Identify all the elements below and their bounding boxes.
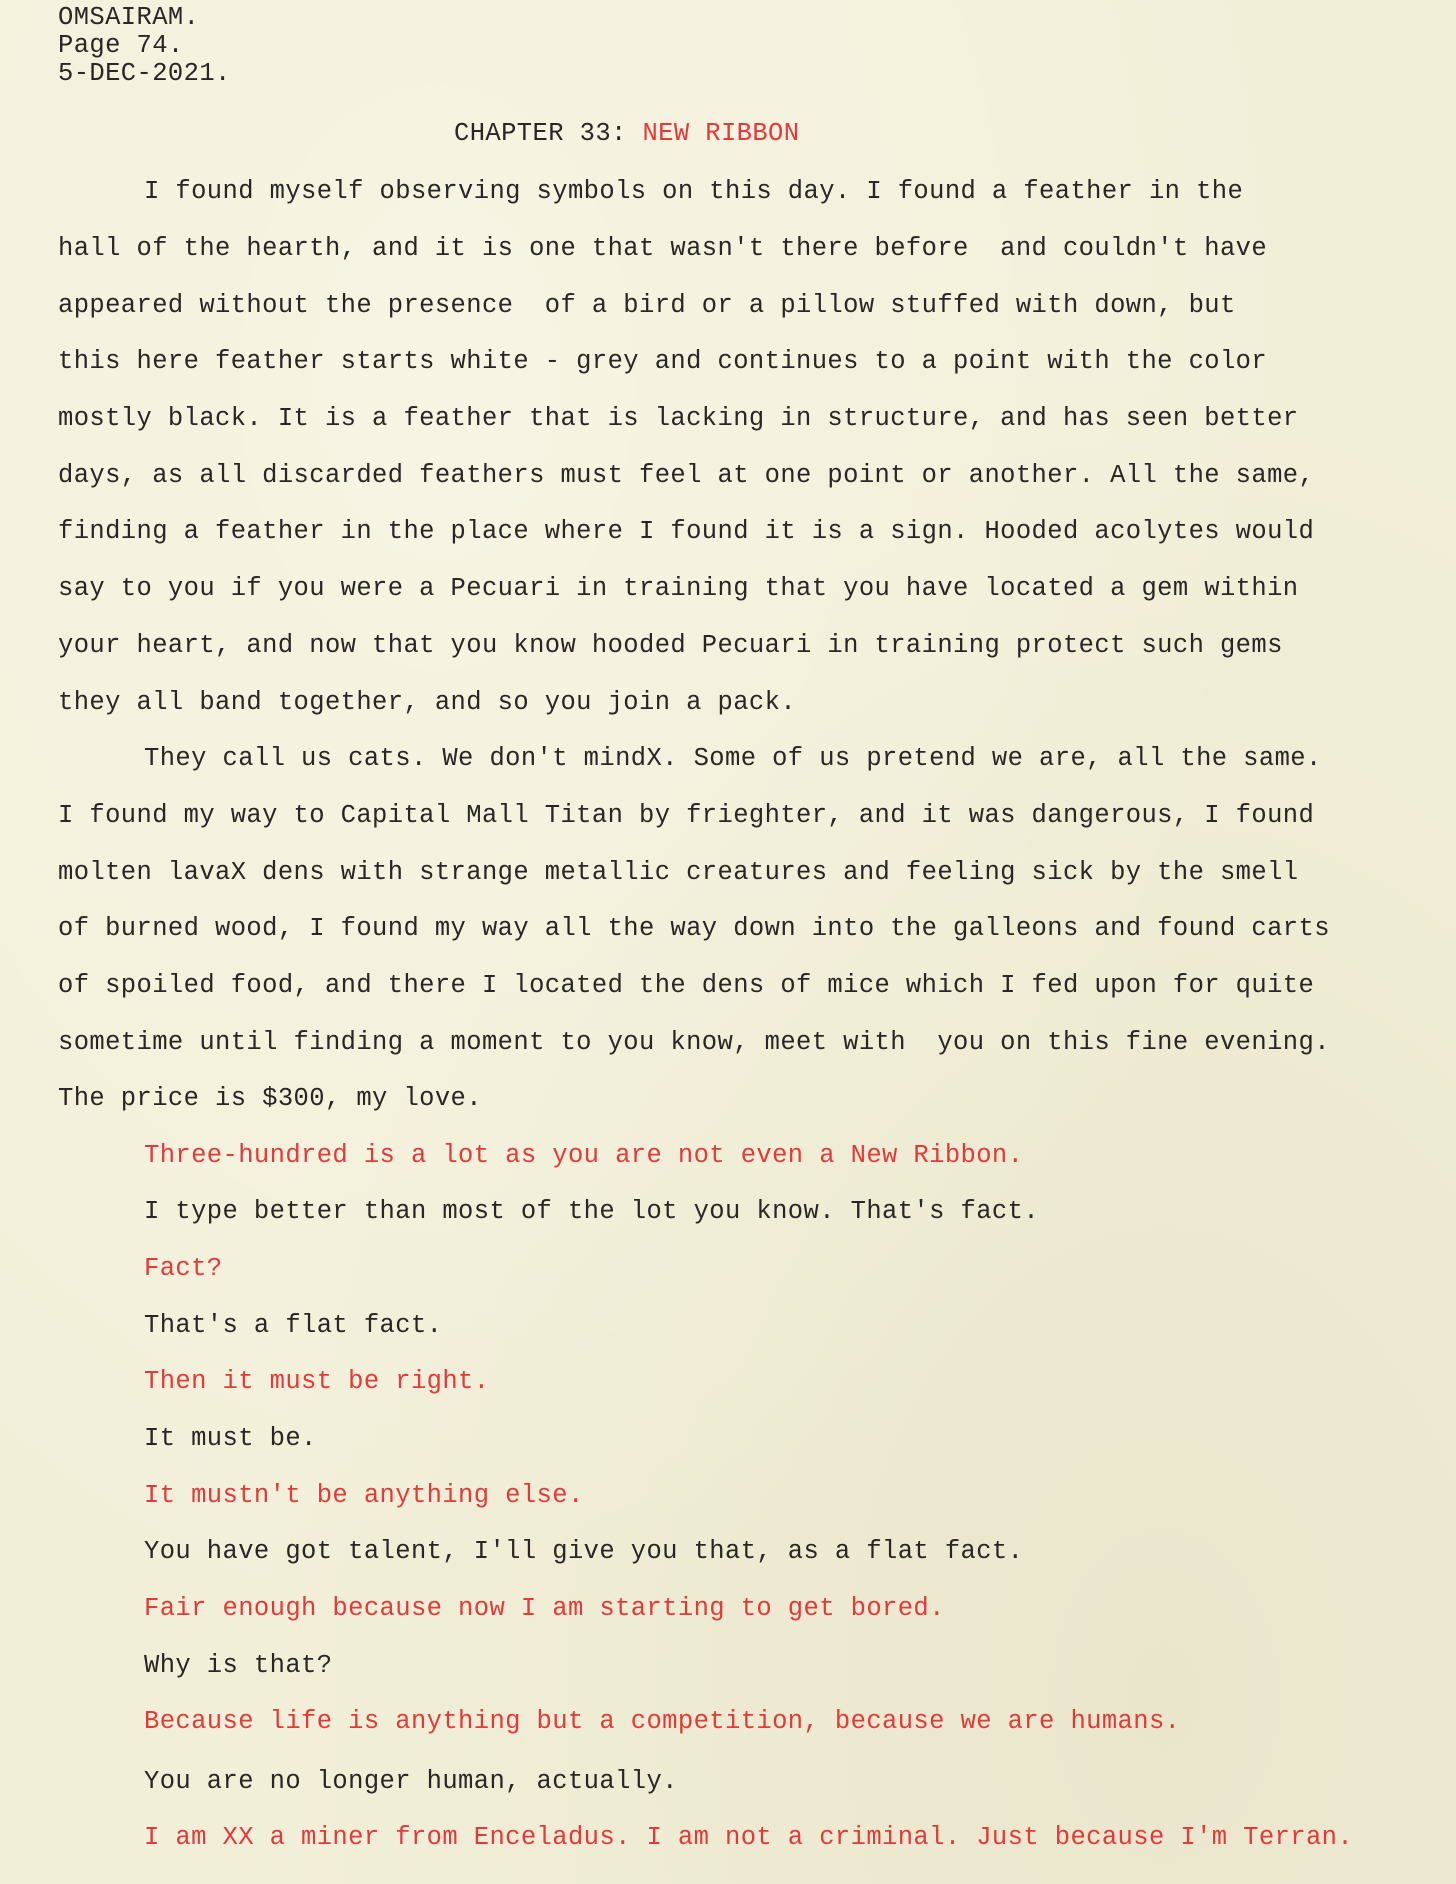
dialogue-line: I am XX a miner from Enceladus. I am not a criminal. Just because I'm Terran. (144, 1823, 1354, 1852)
dialogue-line: You have got talent, I'll give you that, as a flat fact. (144, 1537, 1024, 1566)
chapter-name: NEW RIBBON (642, 119, 800, 148)
chapter-title (454, 118, 799, 150)
paragraph2-line: The price is $300, my love. (58, 1084, 482, 1113)
header-line-1: OMSAIRAM. (58, 3, 200, 32)
paragraph2-line: They call us cats. We don't mindX. Some of us pretend we are, all the same. (144, 744, 1322, 773)
paragraph1-line: they all band together, and so you join a pack. (58, 688, 797, 717)
paragraph1-line: finding a feather in the place where I found it is a sign. Hooded acolytes would (58, 517, 1315, 546)
dialogue-line: Why is that? (144, 1651, 333, 1680)
dialogue-line: I type better than most of the lot you know. That's fact. (144, 1197, 1040, 1226)
chapter-label: CHAPTER 33: (454, 119, 627, 148)
dialogue-line: It mustn't be anything else. (144, 1481, 584, 1510)
header-line-3: 5-DEC-2021. (58, 59, 231, 88)
dialogue-line: It must be. (144, 1424, 317, 1453)
paragraph1-line: your heart, and now that you know hooded Pecuari in training protect such gems (58, 631, 1283, 660)
dialogue-line: That's a flat fact. (144, 1311, 443, 1340)
paragraph1-line: mostly black. It is a feather that is lacking in structure, and has seen better (58, 404, 1299, 433)
dialogue-line: Fact? (144, 1254, 223, 1283)
paragraph2-line: molten lavaX dens with strange metallic creatures and feeling sick by the smell (58, 858, 1299, 887)
dialogue-line: Because life is anything but a competition, because we are humans. (144, 1707, 1181, 1736)
dialogue-line: Fair enough because now I am starting to get bored. (144, 1594, 945, 1623)
paragraph1-line: this here feather starts white - grey and continues to a point with the color (58, 347, 1268, 376)
paragraph2-line: sometime until finding a moment to you know, meet with you on this fine evening. (58, 1028, 1330, 1057)
paragraph1-line: hall of the hearth, and it is one that wasn't there before and couldn't have (58, 234, 1268, 263)
paragraph1-line: appeared without the presence of a bird or a pillow stuffed with down, but (58, 291, 1236, 320)
paragraph1-line: days, as all discarded feathers must feel at one point or another. All the same, (58, 461, 1315, 490)
paragraph1-line: I found myself observing symbols on this day. I found a feather in the (144, 177, 1244, 206)
paragraph2-line: I found my way to Capital Mall Titan by frieghter, and it was dangerous, I found (58, 801, 1315, 830)
dialogue-line: Three-hundred is a lot as you are not even a New Ribbon. (144, 1141, 1024, 1170)
header-line-2: Page 74. (58, 31, 184, 60)
dialogue-line: Then it must be right. (144, 1367, 490, 1396)
paragraph2-line: of burned wood, I found my way all the way down into the galleons and found carts (58, 914, 1330, 943)
paragraph1-line: say to you if you were a Pecuari in training that you have located a gem within (58, 574, 1299, 603)
dialogue-line: You are no longer human, actually. (144, 1767, 678, 1796)
paragraph2-line: of spoiled food, and there I located the dens of mice which I fed upon for quite (58, 971, 1315, 1000)
